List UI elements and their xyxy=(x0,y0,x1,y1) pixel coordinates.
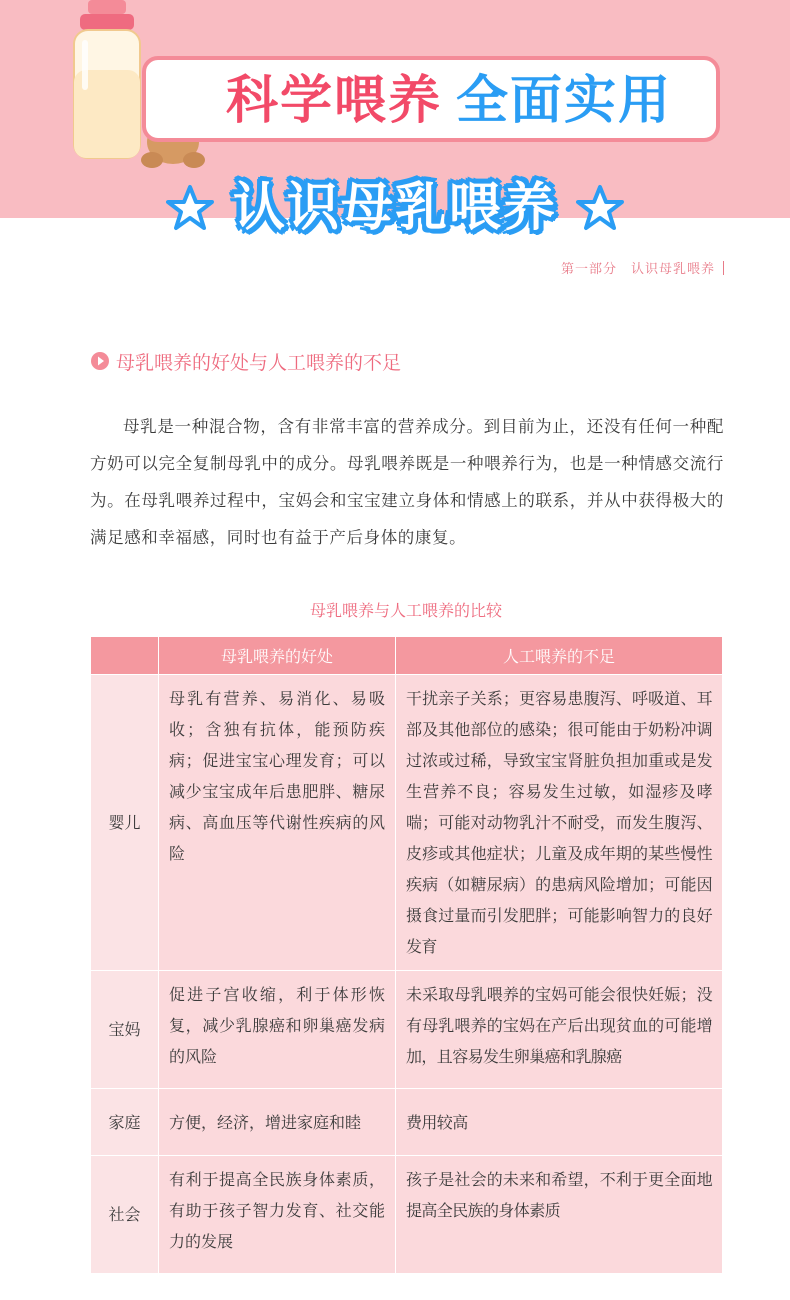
row-label-infant: 婴儿 xyxy=(91,675,159,971)
comparison-table xyxy=(90,636,723,1274)
slogan-text xyxy=(226,68,706,134)
benefit-cell: 有利于提高全民族身体素质，有助于孩子智力发育、社交能力的发展 xyxy=(159,1156,396,1274)
star-icon xyxy=(166,184,214,232)
section-heading xyxy=(90,348,401,374)
table-row xyxy=(91,971,723,1089)
table-row xyxy=(91,1156,723,1274)
table-caption: 母乳喂养与人工喂养的比较 xyxy=(309,601,502,620)
slogan-banner xyxy=(142,56,720,142)
row-label-family: 家庭 xyxy=(91,1089,159,1156)
shortcoming-cell: 干扰亲子关系；更容易患腹泻、呼吸道、耳部及其他部位的感染；很可能由于奶粉冲调过浓或过稀，导致宝宝肾脏负担加重或是发生营养不良；容易发生过敏，如湿疹及哮喘；可能对动物乳汁不耐受，而发生腹泻、皮疹或其他症状；儿童及成年期的某些慢性疾病（如糖尿病）的患病风险增加；可能因摄食过量而引发肥胖；可能影响智力的良好发育 xyxy=(396,675,723,971)
part-label xyxy=(561,258,724,277)
star-icon xyxy=(576,184,624,232)
table-row xyxy=(91,1089,723,1156)
part-label-divider xyxy=(723,261,724,275)
slogan-part-1: 科学喂养 xyxy=(226,71,443,131)
chapter-title: 认识母乳喂养 xyxy=(232,178,557,238)
shortcoming-cell: 未采取母乳喂养的宝妈可能会很快妊娠；没有母乳喂养的宝妈在产后出现贫血的可能增加，且容易发生卵巢癌和乳腺癌 xyxy=(396,971,723,1089)
header-cell-shortcoming: 人工喂养的不足 xyxy=(396,637,723,675)
row-label-society: 社会 xyxy=(91,1156,159,1274)
header-cell-benefit: 母乳喂养的好处 xyxy=(159,637,396,675)
table-row xyxy=(91,675,723,971)
header-cell-empty xyxy=(91,637,159,675)
slogan-part-2: 全面实用 xyxy=(456,71,673,131)
benefit-cell: 母乳有营养、易消化、易吸收；含独有抗体，能预防疾病；促进宝宝心理发育；可以减少宝宝成年后患肥胖、糖尿病、高血压等代谢性疾病的风险 xyxy=(159,675,396,971)
play-circle-icon xyxy=(90,351,110,371)
shortcoming-cell: 费用较高 xyxy=(396,1089,723,1156)
row-label-mother: 宝妈 xyxy=(91,971,159,1089)
chapter-title-row xyxy=(0,172,790,252)
benefit-cell: 促进子宫收缩，利于体形恢复，减少乳腺癌和卵巢癌发病的风险 xyxy=(159,971,396,1089)
intro-paragraph: 母乳是一种混合物，含有非常丰富的营养成分。到目前为止，还没有任何一种配方奶可以完全复制母乳中的成分。母乳喂养既是一种喂养行为，也是一种情感交流行为。在母乳喂养过程中，宝妈会和宝宝建立身体和情感上的联系，并从中获得极大的满足感和幸福感，同时也有益于产后身体的康复。 xyxy=(90,417,724,547)
section-title: 母乳喂养的好处与人工喂养的不足 xyxy=(116,351,402,374)
benefit-cell: 方便，经济，增进家庭和睦 xyxy=(159,1089,396,1156)
shortcoming-cell: 孩子是社会的未来和希望，不利于更全面地提高全民族的身体素质 xyxy=(396,1156,723,1274)
table-header-row xyxy=(91,637,723,675)
part-label-text: 第一部分 认识母乳喂养 xyxy=(560,262,715,277)
